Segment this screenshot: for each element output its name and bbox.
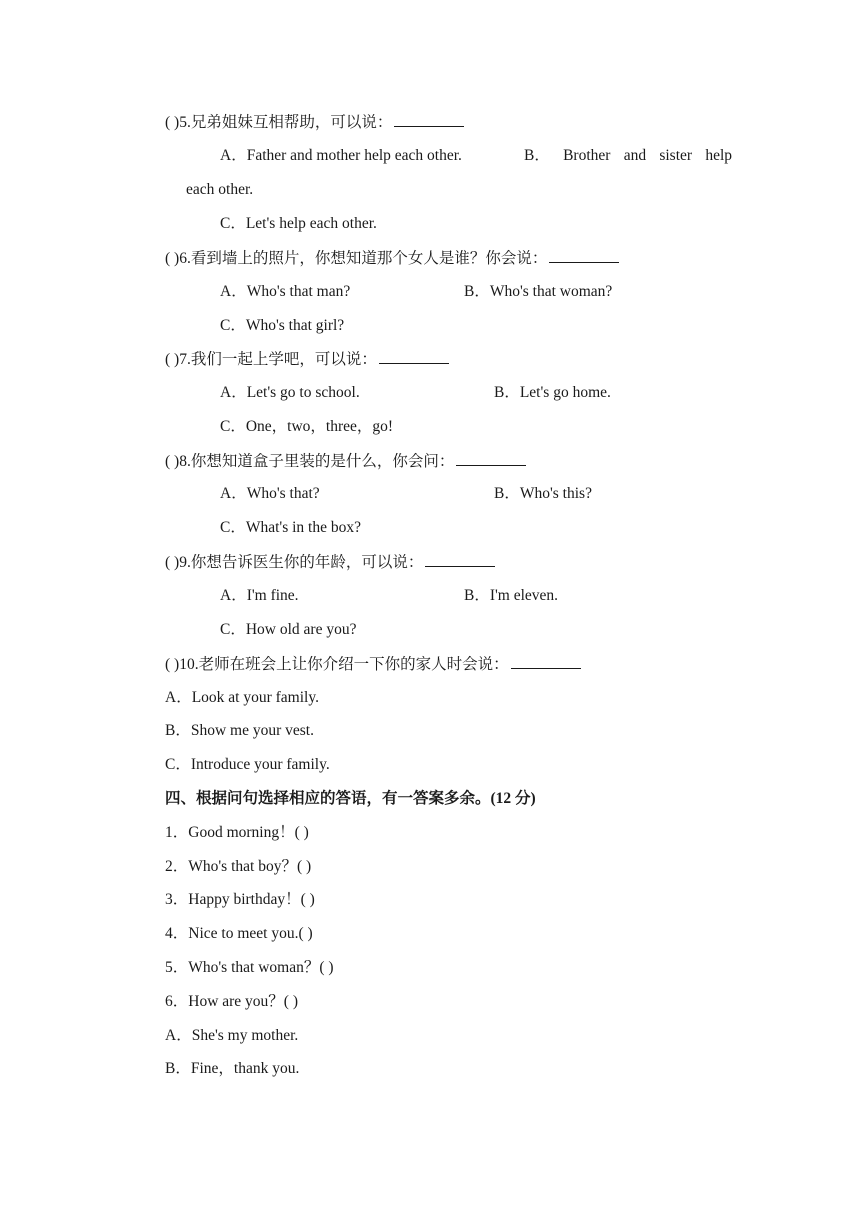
question-10-option-c: C．Introduce your family. [165, 756, 330, 773]
answer-paren: ( ) [165, 453, 180, 470]
answer-blank[interactable] [394, 112, 464, 127]
matching-answer-b: B．Fine，thank you. [165, 1060, 300, 1077]
section-4-heading: 四、根据问句选择相应的答语，有一答案多余。(12 分) [165, 790, 536, 807]
answer-blank[interactable] [511, 654, 581, 669]
question-text: 8.你想知道盒子里装的是什么，你会问： [179, 453, 455, 470]
answer-blank[interactable] [379, 349, 449, 364]
answer-blank[interactable] [425, 552, 495, 567]
question-8-option-a: A．Who's that? [220, 485, 320, 502]
question-9-option-c: C．How old are you? [220, 621, 357, 638]
question-5-stem [165, 112, 464, 133]
question-text: 6.看到墙上的照片，你想知道那个女人是谁？你会说： [179, 250, 548, 267]
matching-item-1: 1．Good morning！( ) [165, 824, 309, 841]
question-6-option-b: B．Who's that woman? [464, 283, 613, 300]
question-5-option-b: B． Brother and sister help [524, 147, 732, 164]
question-9-option-a: A．I'm fine. [220, 587, 299, 604]
answer-paren: ( ) [165, 351, 180, 368]
question-10-option-b: B．Show me your vest. [165, 722, 314, 739]
answer-paren: ( ) [165, 250, 180, 267]
question-8-option-c: C．What's in the box? [220, 519, 361, 536]
answer-paren: ( ) [165, 656, 180, 673]
question-8-stem [165, 451, 526, 472]
matching-item-2: 2．Who's that boy？( ) [165, 858, 312, 875]
question-text: 9.你想告诉医生你的年龄，可以说： [179, 554, 424, 571]
question-7-option-c: C．One，two，three，go! [220, 418, 394, 435]
question-5-option-c: C．Let's help each other. [220, 215, 377, 232]
question-5-option-b-continued: each other. [186, 181, 254, 198]
answer-paren: ( ) [165, 114, 180, 131]
question-9-stem [165, 552, 495, 573]
answer-blank[interactable] [456, 451, 526, 466]
matching-answer-a: A．She's my mother. [165, 1027, 299, 1044]
answer-paren: ( ) [165, 554, 180, 571]
question-text: 10.老师在班会上让你介绍一下你的家人时会说： [179, 656, 509, 673]
question-6-stem [165, 248, 619, 269]
question-7-stem [165, 349, 449, 370]
answer-blank[interactable] [549, 248, 619, 263]
question-7-option-a: A．Let's go to school. [220, 384, 360, 401]
question-text: 7.我们一起上学吧，可以说： [179, 351, 377, 368]
question-8-option-b: B．Who's this? [494, 485, 592, 502]
question-6-option-a: A．Who's that man? [220, 283, 351, 300]
matching-item-6: 6．How are you？( ) [165, 993, 299, 1010]
question-6-option-c: C．Who's that girl? [220, 317, 345, 334]
matching-item-3: 3．Happy birthday！( ) [165, 891, 315, 908]
question-5-option-a: A．Father and mother help each other. [220, 147, 462, 164]
question-9-option-b: B．I'm eleven. [464, 587, 559, 604]
question-10-option-a: A．Look at your family. [165, 689, 319, 706]
matching-item-4: 4．Nice to meet you.( ) [165, 925, 313, 942]
question-10-stem [165, 654, 581, 675]
question-text: 5.兄弟姐妹互相帮助，可以说： [179, 114, 393, 131]
question-7-option-b: B．Let's go home. [494, 384, 611, 401]
matching-item-5: 5．Who's that woman？( ) [165, 959, 334, 976]
